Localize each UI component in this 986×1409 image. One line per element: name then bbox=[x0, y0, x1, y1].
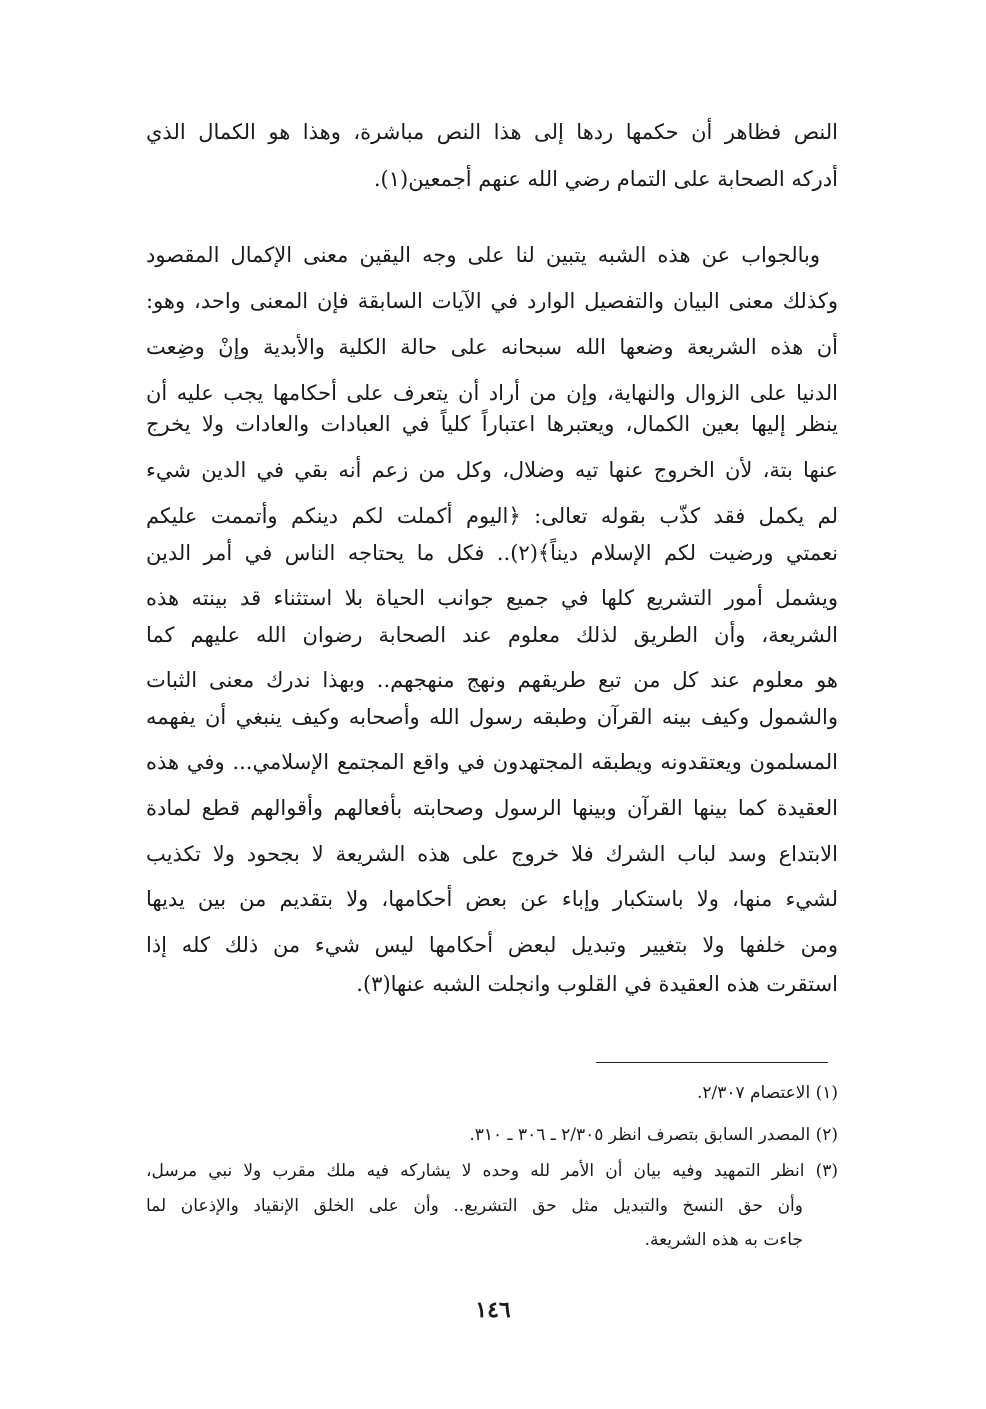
body-line: والشمول وكيف بينه القرآن وطبقه رسول الله وأصحابه وكيف ينبغي أن يفهمه bbox=[146, 705, 838, 729]
footnote-3-continuation: وأن حق النسخ والتبديل مثل حق التشريع.. وأن على الخلق الإنقياد والإذعان لما bbox=[146, 1196, 803, 1216]
body-line: هو معلوم عند كل من تبع طريقهم ونهج منهجهم.. وبهذا ندرك معنى الثبات bbox=[146, 668, 838, 692]
body-line: ومن خلفها ولا بتغيير وتبديل لبعض أحكامها ليس شيء من ذلك كله إذا bbox=[146, 933, 838, 957]
body-line: الابتداع وسد لباب الشرك فلا خروج على هذه الشريعة لا بجحود ولا تكذيب bbox=[146, 842, 838, 866]
footnote-separator bbox=[596, 1062, 828, 1063]
body-line: الدنيا على الزوال والنهاية، وإن من أراد أن يتعرف على أحكامها يجب عليه أن bbox=[146, 381, 838, 405]
body-line: الشريعة، وأن الطريق لذلك معلوم عند الصحابة رضوان الله عليهم كما bbox=[146, 623, 838, 647]
body-line: أدركه الصحابة على التمام رضي الله عنهم أجمعين(١). bbox=[373, 167, 838, 191]
footnote-3: (٣) انظر التمهيد وفيه بيان أن الأمر لله وحده لا يشاركه فيه ملك مقرب ولا نبي مرسل، bbox=[146, 1161, 838, 1181]
page-number: ١٤٦ bbox=[475, 1297, 511, 1323]
body-line: ويشمل أمور التشريع كلها في جميع جوانب الحياة بلا استثناء قد بينته هذه bbox=[146, 586, 838, 610]
body-line: نعمتي ورضيت لكم الإسلام ديناً﴾(٢).. فكل ما يحتاجه الناس في أمر الدين bbox=[146, 541, 838, 565]
body-line: لشيء منها، ولا باستكبار وإباء عن بعض أحكامها، ولا بتقديم من بين يديها bbox=[146, 887, 838, 911]
footnote-1: (١) الاعتصام ٢/٣٠٧. bbox=[696, 1083, 838, 1103]
body-line-indented: وبالجواب عن هذه الشبه يتبين لنا على وجه اليقين معنى الإكمال المقصود bbox=[146, 243, 820, 267]
footnote-3-continuation: جاءت به هذه الشريعة. bbox=[644, 1230, 803, 1250]
body-line: العقيدة كما بينها القرآن وبينها الرسول وصحابته بأفعالهم وأقوالهم قطع لمادة bbox=[146, 796, 838, 820]
body-line: لم يكمل فقد كذّب بقوله تعالى: ﴿اليوم أكملت لكم دينكم وأتممت عليكم bbox=[146, 504, 838, 528]
body-line: أن هذه الشريعة وضعها الله سبحانه على حالة الكلية والأبدية وإنْ وضِعت bbox=[146, 335, 838, 359]
body-line: النص فظاهر أن حكمها ردها إلى هذا النص مباشرة، وهذا هو الكمال الذي bbox=[146, 120, 838, 144]
body-line: استقرت هذه العقيدة في القلوب وانجلت الشبه عنها(٣). bbox=[356, 972, 838, 996]
footnote-2: (٢) المصدر السابق بتصرف انظر ٢/٣٠٥ ـ ٣٠٦ ـ ٣١٠. bbox=[469, 1125, 838, 1145]
body-line: ينظر إليها بعين الكمال، ويعتبرها اعتباراً كلياً في العبادات والعادات ولا يخرج bbox=[146, 412, 838, 436]
body-line: وكذلك معنى البيان والتفصيل الوارد في الآيات السابقة فإن المعنى واحد، وهو: bbox=[146, 289, 838, 313]
body-line: عنها بتة، لأن الخروج عنها تيه وضلال، وكل من زعم أنه بقي في الدين شيء bbox=[146, 458, 838, 482]
body-line: المسلمون ويعتقدونه ويطبقه المجتهدون في واقع المجتمع الإسلامي... وفي هذه bbox=[146, 750, 838, 774]
